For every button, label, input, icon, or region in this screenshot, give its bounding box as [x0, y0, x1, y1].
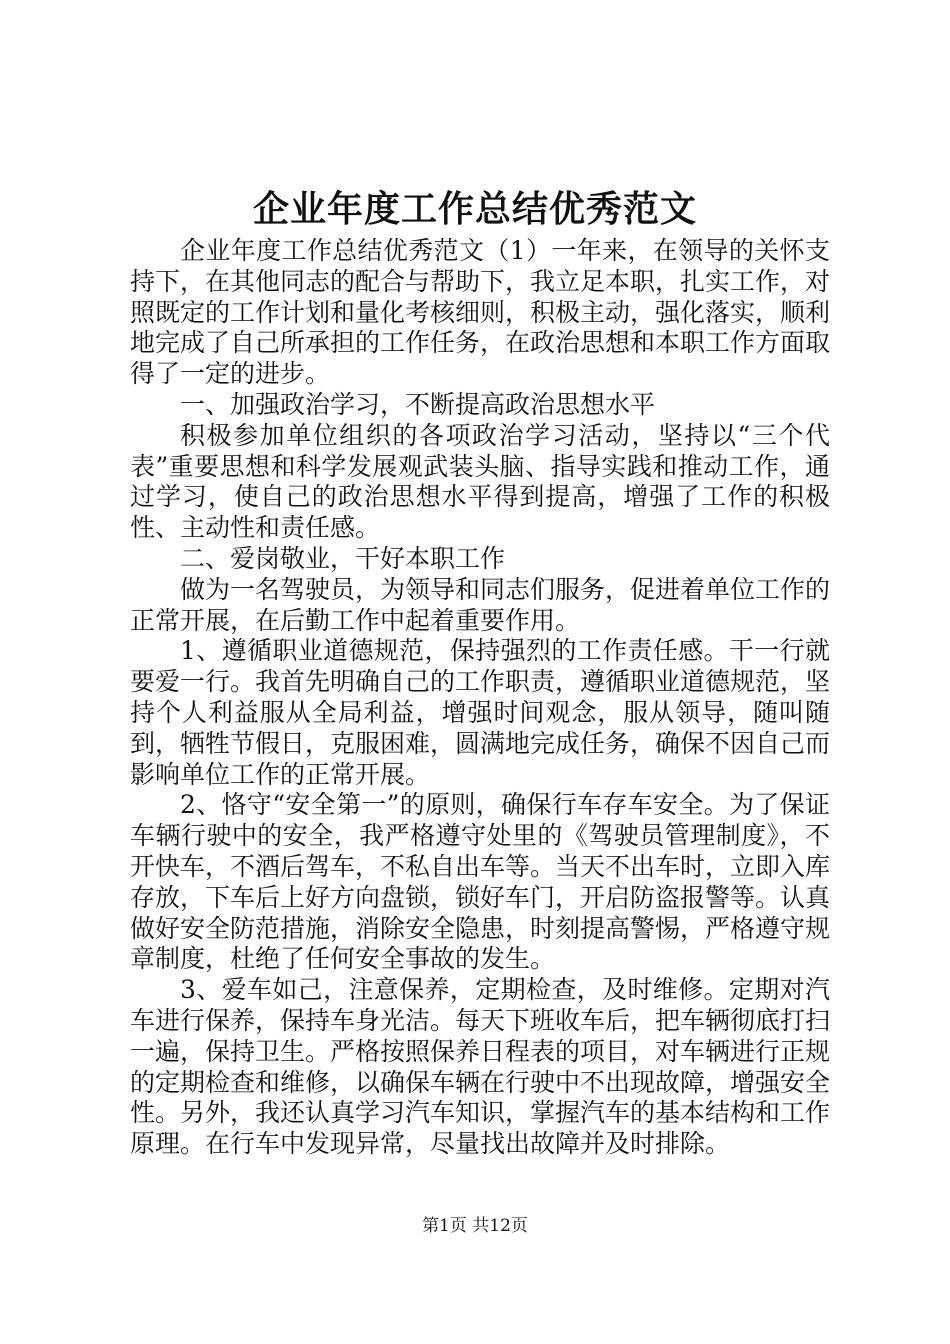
- paragraph-item-1: 1、遵循职业道德规范，保持强烈的工作责任感。干一行就要爱一行。我首先明确自己的工作职责，遵循职业道德规范，坚持个人利益服从全局利益，增强时间观念，服从领导，随叫随到，牺牲节假日，克服困难，圆满地完成任务，确保不因自己而影响单位工作的正常开展。: [130, 636, 831, 789]
- paragraph-section-2: 做为一名驾驶员，为领导和同志们服务，促进着单位工作的正常开展，在后勤工作中起着重要作用。: [130, 574, 831, 635]
- page-footer: 第1页 共12页: [422, 1216, 528, 1236]
- paragraph-section-1: 积极参加单位组织的各项政治学习活动，坚持以“三个代表”重要思想和科学发展观武装头脑、指导实践和推动工作，通过学习，使自己的政治思想水平得到提高，增强了工作的积极性、主动性和责任感。: [130, 420, 830, 543]
- document-title: 企业年度工作总结优秀范文: [252, 188, 697, 230]
- heading-section-2: 二、爱岗敬业，干好本职工作: [180, 543, 506, 573]
- heading-section-1: 一、加强政治学习，不断提高政治思想水平: [180, 389, 656, 419]
- paragraph-item-3: 3、爱车如己，注意保养，定期检查，及时维修。定期对汽车进行保养，保持车身光洁。每天下班收车后，把车辆彻底打扫一遍，保持卫生。严格按照保养日程表的项目，对车辆进行正规的定期检查和维修，以确保车辆在行驶中不出现故障，增强安全性。另外，我还认真学习汽车知识，掌握汽车的基本结构和工作原理。在行车中发现异常，尽量找出故障并及时排除。: [130, 975, 831, 1159]
- document-body: [130, 236, 830, 1160]
- paragraph-item-2: 2、恪守“安全第一”的原则，确保行车存车安全。为了保证车辆行驶中的安全，我严格遵守处里的《驾驶员管理制度》，不开快车，不酒后驾车，不私自出车等。当天不出车时，立即入库存放，下车后上好方向盘锁，锁好车门，开启防盗报警等。认真做好安全防范措施，消除安全隐患，时刻提高警惕，严格遵守规章制度，杜绝了任何安全事故的发生。: [130, 790, 831, 974]
- paragraph-intro: 企业年度工作总结优秀范文（1）一年来，在领导的关怀支持下，在其他同志的配合与帮助下，我立足本职，扎实工作，对照既定的工作计划和量化考核细则，积极主动，强化落实，顺利地完成了自己所承担的工作任务，在政治思想和本职工作方面取得了一定的进步。: [130, 236, 831, 389]
